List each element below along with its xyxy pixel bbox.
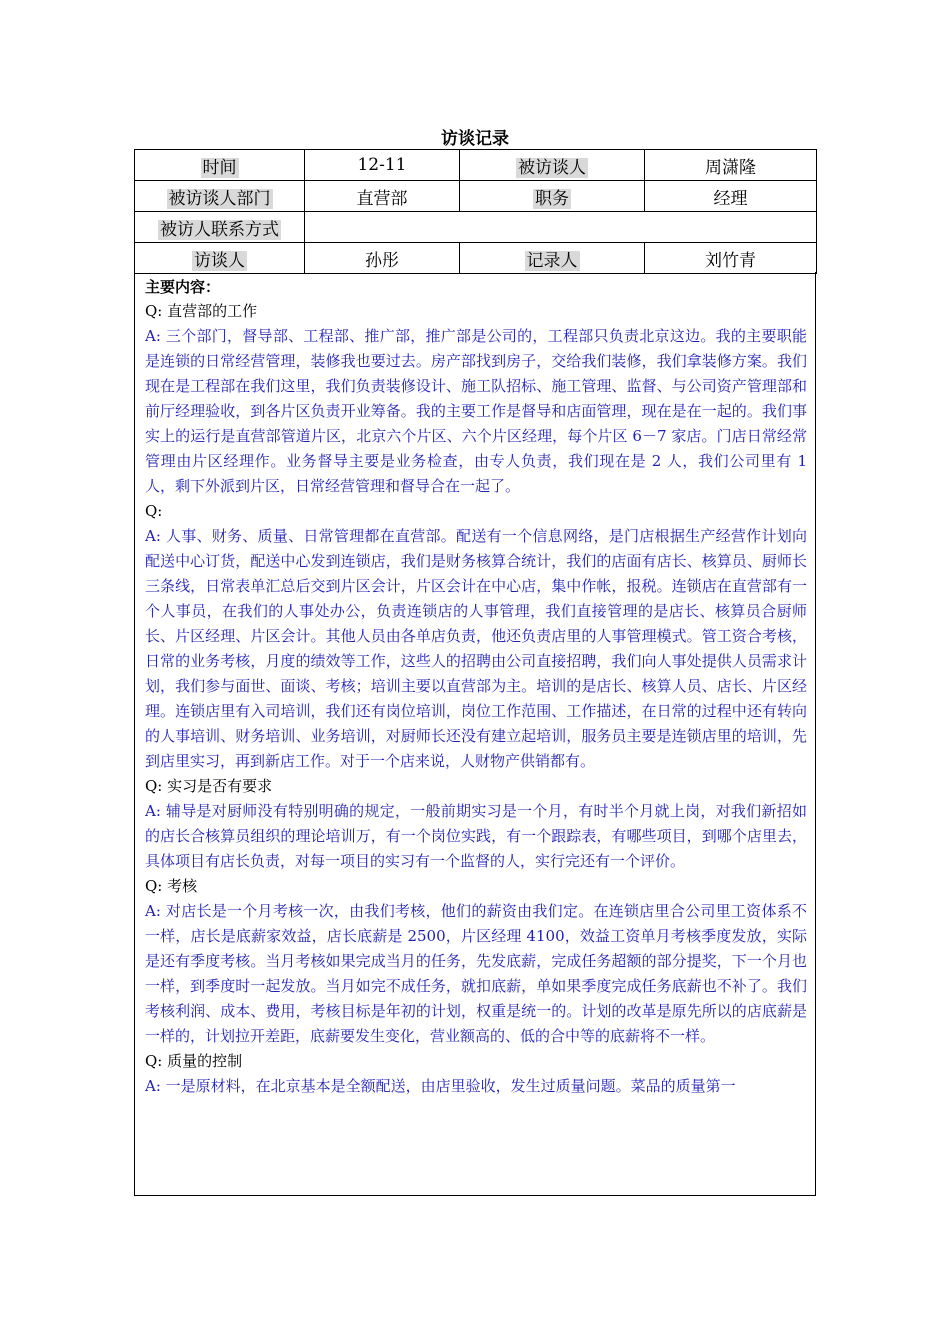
- interviewee-label: 被访谈人: [518, 157, 586, 178]
- contact-label: 被访人联系方式: [160, 219, 279, 240]
- dept-value: 直营部: [305, 181, 460, 212]
- position-value: 经理: [645, 181, 817, 212]
- answer: A: 对店长是一个月考核一次，由我们考核，他们的薪资由我们定。在连锁店里合公司里工资体系不一样，店长是底薪家效益，店长底薪是 2500，片区经理 4100，效益工资单月考核季度发放，实际是还有季度考核。当月考核如果完成当月的任务，先发底薪，完成任务超额的部分提奖，下一个月也一样，到季度时一起发放。当月如完不成任务，就扣底薪，单如果季度完成任务底薪也不补了。我们考核利润、成本、费用，考核目标是年初的计划，权重是统一的。计划的改革是原先所以的店底薪是一样的，计划拉开差距，底薪要发生变化，营业额高的、低的合中等的底薪将不一样。: [145, 902, 807, 1045]
- main-content: [134, 272, 816, 1196]
- interviewer-label-cell: [135, 243, 305, 274]
- interviewer-label: 访谈人: [194, 250, 245, 271]
- info-row-dept: [135, 181, 817, 212]
- recorder-label: 记录人: [526, 250, 578, 271]
- recorder-label-cell: [460, 243, 645, 274]
- question: Q: 考核: [145, 877, 198, 895]
- answer: A: 辅导是对厨师没有特别明确的规定，一般前期实习是一个月，有时半个月就上岗，对我们新招如的店长合核算员组织的理论培训万，有一个岗位实践，有一个跟踪表，有哪些项目，到哪个店里去，具体项目有店长负责，对每一项目的实习有一个监督的人，实行完还有一个评价。: [145, 802, 807, 870]
- answer: A: 三个部门，督导部、工程部、推广部，推广部是公司的，工程部只负责北京这边。我的主要职能是连锁的日常经营管理，装修我也要过去。房产部找到房子，交给我们装修，我们拿装修方案。我们现在是工程部在我们这里，我们负责装修设计、施工队招标、施工管理、监督、与公司资产管理部和前厅经理验收，到各片区负责开业筹备。我的主要工作是督导和店面管理，现在是在一起的。我们事实上的运行是直营部管道片区，北京六个片区、六个片区经理，每个片区 6－7 家店。门店日常经常管理由片区经理作。业务督导主要是业务检查，由专人负责，我们现在是 2 人，我们公司里有 1 人，剩下外派到片区，日常经营管理和督导合在一起了。: [145, 327, 807, 495]
- info-row-interviewer: [135, 243, 817, 274]
- contact-value: [305, 212, 817, 243]
- interviewee-label-cell: [460, 150, 645, 181]
- position-label-cell: [460, 181, 645, 212]
- document-title: 访谈记录: [441, 129, 509, 149]
- position-label: 职务: [535, 188, 569, 209]
- answer: A: 一是原材料，在北京基本是全额配送，由店里验收，发生过质量问题。菜品的质量第一: [145, 1077, 736, 1095]
- info-row-time: [135, 150, 817, 181]
- dept-label-cell: [135, 181, 305, 212]
- question: Q: 直营部的工作: [145, 302, 258, 320]
- dept-label: 被访谈人部门: [168, 188, 271, 209]
- recorder-value: 刘竹青: [645, 243, 817, 274]
- time-value: 12-11: [305, 150, 460, 181]
- question: Q: 质量的控制: [145, 1052, 243, 1070]
- interviewer-value: 孙彤: [305, 243, 460, 274]
- interviewee-value: 周潇隆: [645, 150, 817, 181]
- time-label: 时间: [202, 157, 237, 178]
- time-label-cell: [135, 150, 305, 181]
- answer: A: 人事、财务、质量、日常管理都在直营部。配送有一个信息网络，是门店根据生产经营作计划向配送中心订货，配送中心发到连锁店，我们是财务核算合统计，我们的店面有店长、核算员、厨师长三条线，日常表单汇总后交到片区会计，片区会计在中心店，集中作帐，报税。连锁店在直营部有一个人事员，在我们的人事处办公，负责连锁店的人事管理，我们直接管理的是店长、核算员合厨师长、片区经理、片区会计。其他人员由各单店负责，他还负责店里的人事管理模式。管工资合考核，日常的业务考核，月度的绩效等工作，这些人的招聘由公司直接招聘，我们向人事处提供人员需求计划，我们参与面世、面谈、考核；培训主要以直营部为主。培训的是店长、核算人员、店长、片区经理。连锁店里有入司培训，我们还有岗位培训，岗位工作范围、工作描述，在日常的过程中还有转向的人事培训、财务培训、业务培训，对厨师长还没有建立起培训，服务员主要是连锁店里的培训，先到店里实习，再到新店工作。对于一个店来说，人财物产供销都有。: [145, 527, 807, 770]
- question: Q: 实习是否有要求: [145, 777, 273, 795]
- contact-label-cell: [135, 212, 305, 243]
- info-row-contact: [135, 212, 817, 243]
- question: Q:: [145, 502, 163, 520]
- content-heading: 主要内容：: [145, 278, 221, 296]
- info-table: [134, 149, 817, 274]
